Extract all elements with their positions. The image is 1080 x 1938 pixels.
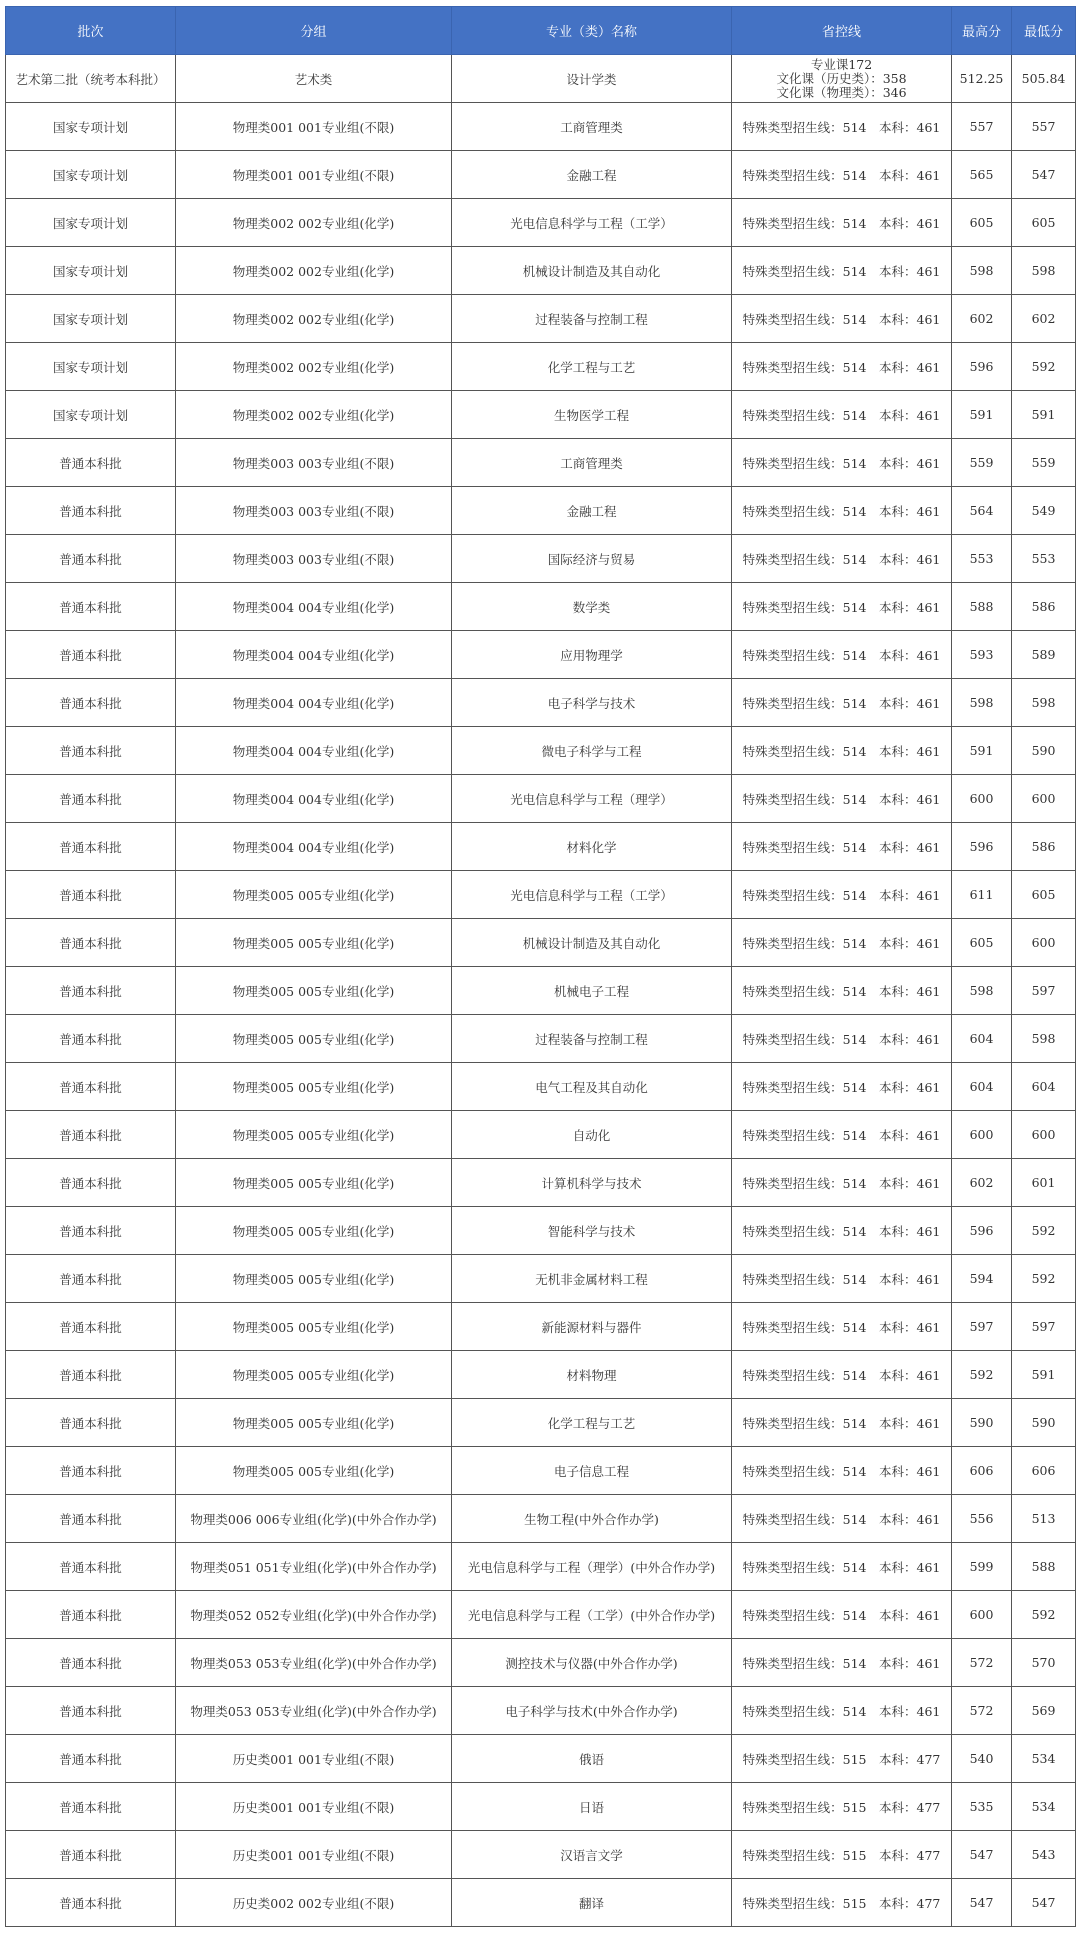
table-row	[6, 199, 1076, 247]
cell-batch: 普通本科批	[6, 1783, 176, 1831]
cell-max-score: 611	[952, 871, 1012, 919]
cell-batch: 国家专项计划	[6, 151, 176, 199]
cell-max-score: 535	[952, 1783, 1012, 1831]
table-row-art	[6, 55, 1076, 103]
table-row	[6, 1111, 1076, 1159]
cell-control-line: 特殊类型招生线：514 本科：461	[732, 1447, 952, 1495]
cell-major: 应用物理学	[452, 631, 732, 679]
cell-max-score: 605	[952, 199, 1012, 247]
cell-control-line: 特殊类型招生线：514 本科：461	[732, 1063, 952, 1111]
cell-major: 光电信息科学与工程（理学）(中外合作办学)	[452, 1543, 732, 1591]
cell-control-line: 特殊类型招生线：514 本科：461	[732, 1543, 952, 1591]
cell-major: 过程装备与控制工程	[452, 295, 732, 343]
cell-major: 电子科学与技术(中外合作办学)	[452, 1687, 732, 1735]
cell-max-score: 596	[952, 823, 1012, 871]
cell-control-line: 特殊类型招生线：514 本科：461	[732, 1255, 952, 1303]
table-row	[6, 439, 1076, 487]
cell-major: 微电子科学与工程	[452, 727, 732, 775]
cell-control-line: 特殊类型招生线：514 本科：461	[732, 1639, 952, 1687]
cell-batch: 普通本科批	[6, 1447, 176, 1495]
cell-max-score: 590	[952, 1399, 1012, 1447]
cell-control-line: 特殊类型招生线：514 本科：461	[732, 583, 952, 631]
cell-max-score: 594	[952, 1255, 1012, 1303]
table-row	[6, 1351, 1076, 1399]
cell-batch: 普通本科批	[6, 1831, 176, 1879]
cell-min-score: 600	[1012, 1111, 1076, 1159]
cell-max-score: 600	[952, 1111, 1012, 1159]
cell-max-score: 592	[952, 1351, 1012, 1399]
cell-group: 物理类005 005专业组(化学)	[176, 1207, 452, 1255]
cell-control-line: 特殊类型招生线：514 本科：461	[732, 1015, 952, 1063]
cell-control-line: 特殊类型招生线：514 本科：461	[732, 487, 952, 535]
cell-control-line: 特殊类型招生线：514 本科：461	[732, 727, 952, 775]
cell-min-score: 590	[1012, 1399, 1076, 1447]
cell-group: 物理类005 005专业组(化学)	[176, 919, 452, 967]
table-row	[6, 583, 1076, 631]
header-group: 分组	[176, 7, 452, 55]
cell-min-score: 559	[1012, 439, 1076, 487]
cell-major: 金融工程	[452, 487, 732, 535]
cell-control-line: 特殊类型招生线：514 本科：461	[732, 535, 952, 583]
cell-batch: 普通本科批	[6, 1063, 176, 1111]
cell-batch: 普通本科批	[6, 727, 176, 775]
cell-group: 物理类053 053专业组(化学)(中外合作办学)	[176, 1687, 452, 1735]
header-max-score: 最高分	[952, 7, 1012, 55]
cell-major: 设计学类	[452, 55, 732, 103]
control-line-culture-physics: 文化课（物理类）：346	[776, 84, 907, 100]
cell-major: 计算机科学与技术	[452, 1159, 732, 1207]
table-row	[6, 1063, 1076, 1111]
cell-min-score: 590	[1012, 727, 1076, 775]
cell-major: 化学工程与工艺	[452, 1399, 732, 1447]
cell-min-score: 586	[1012, 583, 1076, 631]
cell-group: 物理类004 004专业组(化学)	[176, 775, 452, 823]
header-batch: 批次	[6, 7, 176, 55]
cell-max-score: 606	[952, 1447, 1012, 1495]
cell-max-score: 593	[952, 631, 1012, 679]
cell-control-line: 特殊类型招生线：514 本科：461	[732, 775, 952, 823]
table-row	[6, 919, 1076, 967]
table-row	[6, 1687, 1076, 1735]
cell-max-score: 598	[952, 967, 1012, 1015]
cell-max-score: 598	[952, 679, 1012, 727]
cell-major: 光电信息科学与工程（工学）(中外合作办学)	[452, 1591, 732, 1639]
cell-major: 化学工程与工艺	[452, 343, 732, 391]
cell-min-score: 513	[1012, 1495, 1076, 1543]
cell-batch: 普通本科批	[6, 1351, 176, 1399]
cell-min-score: 597	[1012, 967, 1076, 1015]
cell-batch: 普通本科批	[6, 775, 176, 823]
cell-control-line: 特殊类型招生线：514 本科：461	[732, 1207, 952, 1255]
cell-max-score: 602	[952, 1159, 1012, 1207]
cell-min-score: 557	[1012, 103, 1076, 151]
cell-min-score: 601	[1012, 1159, 1076, 1207]
cell-group: 物理类002 002专业组(化学)	[176, 391, 452, 439]
cell-min-score: 592	[1012, 1591, 1076, 1639]
cell-max-score: 591	[952, 727, 1012, 775]
cell-group: 物理类001 001专业组(不限)	[176, 151, 452, 199]
cell-batch: 普通本科批	[6, 1399, 176, 1447]
cell-major: 翻译	[452, 1879, 732, 1927]
cell-min-score: 586	[1012, 823, 1076, 871]
cell-max-score: 556	[952, 1495, 1012, 1543]
cell-max-score: 564	[952, 487, 1012, 535]
cell-max-score: 557	[952, 103, 1012, 151]
cell-group: 物理类004 004专业组(化学)	[176, 631, 452, 679]
cell-control-line: 特殊类型招生线：515 本科：477	[732, 1735, 952, 1783]
score-table-container	[5, 6, 1076, 1927]
cell-min-score: 598	[1012, 1015, 1076, 1063]
cell-max-score: 604	[952, 1063, 1012, 1111]
cell-max-score: 596	[952, 1207, 1012, 1255]
table-row	[6, 631, 1076, 679]
table-row	[6, 151, 1076, 199]
table-row	[6, 967, 1076, 1015]
cell-batch: 国家专项计划	[6, 343, 176, 391]
cell-control-line	[732, 55, 952, 103]
cell-batch: 普通本科批	[6, 1879, 176, 1927]
cell-control-line: 特殊类型招生线：514 本科：461	[732, 1111, 952, 1159]
cell-batch: 普通本科批	[6, 1255, 176, 1303]
cell-control-line: 特殊类型招生线：514 本科：461	[732, 295, 952, 343]
cell-batch: 普通本科批	[6, 1495, 176, 1543]
cell-group: 物理类005 005专业组(化学)	[176, 1303, 452, 1351]
cell-control-line: 特殊类型招生线：514 本科：461	[732, 1591, 952, 1639]
control-line-major-course: 专业课172	[810, 56, 873, 72]
table-row	[6, 343, 1076, 391]
cell-control-line: 特殊类型招生线：514 本科：461	[732, 823, 952, 871]
cell-group: 物理类005 005专业组(化学)	[176, 1015, 452, 1063]
cell-group: 物理类003 003专业组(不限)	[176, 487, 452, 535]
cell-max-score: 602	[952, 295, 1012, 343]
table-row	[6, 871, 1076, 919]
cell-min-score: 605	[1012, 199, 1076, 247]
cell-major: 工商管理类	[452, 439, 732, 487]
cell-min-score: 543	[1012, 1831, 1076, 1879]
cell-group: 物理类003 003专业组(不限)	[176, 439, 452, 487]
cell-major: 测控技术与仪器(中外合作办学)	[452, 1639, 732, 1687]
cell-group: 历史类001 001专业组(不限)	[176, 1831, 452, 1879]
table-row	[6, 295, 1076, 343]
cell-major: 过程装备与控制工程	[452, 1015, 732, 1063]
cell-control-line: 特殊类型招生线：514 本科：461	[732, 919, 952, 967]
cell-group: 物理类006 006专业组(化学)(中外合作办学)	[176, 1495, 452, 1543]
cell-batch: 普通本科批	[6, 535, 176, 583]
cell-batch: 普通本科批	[6, 1303, 176, 1351]
cell-group: 历史类001 001专业组(不限)	[176, 1735, 452, 1783]
cell-min-score: 598	[1012, 247, 1076, 295]
table-row	[6, 1831, 1076, 1879]
header-min-score: 最低分	[1012, 7, 1076, 55]
cell-batch: 普通本科批	[6, 823, 176, 871]
cell-control-line: 特殊类型招生线：514 本科：461	[732, 391, 952, 439]
cell-min-score: 591	[1012, 1351, 1076, 1399]
cell-group: 物理类004 004专业组(化学)	[176, 679, 452, 727]
cell-max-score: 604	[952, 1015, 1012, 1063]
cell-group: 物理类051 051专业组(化学)(中外合作办学)	[176, 1543, 452, 1591]
cell-control-line: 特殊类型招生线：514 本科：461	[732, 151, 952, 199]
cell-min-score: 598	[1012, 679, 1076, 727]
cell-control-line: 特殊类型招生线：515 本科：477	[732, 1783, 952, 1831]
cell-min-score: 569	[1012, 1687, 1076, 1735]
table-row	[6, 1639, 1076, 1687]
table-row	[6, 775, 1076, 823]
cell-min-score: 534	[1012, 1783, 1076, 1831]
table-row	[6, 1303, 1076, 1351]
cell-max-score: 553	[952, 535, 1012, 583]
cell-control-line: 特殊类型招生线：514 本科：461	[732, 631, 952, 679]
cell-min-score: 605	[1012, 871, 1076, 919]
cell-group: 物理类002 002专业组(化学)	[176, 199, 452, 247]
cell-major: 电子科学与技术	[452, 679, 732, 727]
cell-max-score: 547	[952, 1831, 1012, 1879]
cell-min-score: 547	[1012, 151, 1076, 199]
cell-batch: 普通本科批	[6, 1111, 176, 1159]
cell-batch: 普通本科批	[6, 1687, 176, 1735]
cell-group: 物理类004 004专业组(化学)	[176, 583, 452, 631]
cell-major: 生物医学工程	[452, 391, 732, 439]
cell-batch: 普通本科批	[6, 967, 176, 1015]
cell-major: 汉语言文学	[452, 1831, 732, 1879]
cell-group: 物理类004 004专业组(化学)	[176, 823, 452, 871]
cell-group: 历史类001 001专业组(不限)	[176, 1783, 452, 1831]
table-row	[6, 1543, 1076, 1591]
cell-major: 新能源材料与器件	[452, 1303, 732, 1351]
table-row	[6, 727, 1076, 775]
cell-min-score: 591	[1012, 391, 1076, 439]
cell-group: 物理类002 002专业组(化学)	[176, 343, 452, 391]
cell-major: 光电信息科学与工程（理学）	[452, 775, 732, 823]
cell-group: 物理类005 005专业组(化学)	[176, 1063, 452, 1111]
cell-min-score: 589	[1012, 631, 1076, 679]
cell-batch: 国家专项计划	[6, 391, 176, 439]
cell-min-score: 534	[1012, 1735, 1076, 1783]
cell-group: 物理类005 005专业组(化学)	[176, 1111, 452, 1159]
header-control-line: 省控线	[732, 7, 952, 55]
cell-control-line: 特殊类型招生线：514 本科：461	[732, 1351, 952, 1399]
cell-major: 生物工程(中外合作办学)	[452, 1495, 732, 1543]
table-row	[6, 1447, 1076, 1495]
cell-min-score: 592	[1012, 1207, 1076, 1255]
cell-batch: 普通本科批	[6, 1639, 176, 1687]
table-row	[6, 1159, 1076, 1207]
cell-batch: 普通本科批	[6, 1591, 176, 1639]
header-major: 专业（类）名称	[452, 7, 732, 55]
cell-major: 自动化	[452, 1111, 732, 1159]
cell-batch: 国家专项计划	[6, 247, 176, 295]
cell-control-line: 特殊类型招生线：514 本科：461	[732, 103, 952, 151]
cell-control-line: 特殊类型招生线：514 本科：461	[732, 1303, 952, 1351]
cell-batch: 普通本科批	[6, 487, 176, 535]
cell-min-score: 505.84	[1012, 55, 1076, 103]
cell-min-score: 547	[1012, 1879, 1076, 1927]
cell-group: 物理类004 004专业组(化学)	[176, 727, 452, 775]
cell-major: 智能科学与技术	[452, 1207, 732, 1255]
cell-batch: 艺术第二批（统考本科批）	[6, 55, 176, 103]
cell-group: 物理类005 005专业组(化学)	[176, 1399, 452, 1447]
cell-batch: 普通本科批	[6, 679, 176, 727]
cell-batch: 普通本科批	[6, 1015, 176, 1063]
cell-min-score: 600	[1012, 919, 1076, 967]
table-row	[6, 1399, 1076, 1447]
cell-max-score: 599	[952, 1543, 1012, 1591]
cell-major: 无机非金属材料工程	[452, 1255, 732, 1303]
cell-control-line: 特殊类型招生线：515 本科：477	[732, 1831, 952, 1879]
table-row	[6, 1495, 1076, 1543]
cell-control-line: 特殊类型招生线：514 本科：461	[732, 343, 952, 391]
cell-max-score: 588	[952, 583, 1012, 631]
table-row	[6, 391, 1076, 439]
table-row	[6, 1879, 1076, 1927]
cell-group: 物理类005 005专业组(化学)	[176, 1159, 452, 1207]
cell-control-line: 特殊类型招生线：515 本科：477	[732, 1879, 952, 1927]
cell-group: 物理类002 002专业组(化学)	[176, 247, 452, 295]
table-row	[6, 1255, 1076, 1303]
cell-control-line: 特殊类型招生线：514 本科：461	[732, 1687, 952, 1735]
cell-min-score: 588	[1012, 1543, 1076, 1591]
cell-major: 日语	[452, 1783, 732, 1831]
cell-group: 物理类005 005专业组(化学)	[176, 1351, 452, 1399]
cell-major: 机械设计制造及其自动化	[452, 247, 732, 295]
cell-control-line: 特殊类型招生线：514 本科：461	[732, 1399, 952, 1447]
cell-major: 电子信息工程	[452, 1447, 732, 1495]
cell-major: 材料物理	[452, 1351, 732, 1399]
cell-batch: 普通本科批	[6, 919, 176, 967]
cell-major: 光电信息科学与工程（工学）	[452, 199, 732, 247]
cell-control-line: 特殊类型招生线：514 本科：461	[732, 679, 952, 727]
cell-min-score: 600	[1012, 775, 1076, 823]
cell-max-score: 596	[952, 343, 1012, 391]
cell-max-score: 512.25	[952, 55, 1012, 103]
cell-group: 物理类002 002专业组(化学)	[176, 295, 452, 343]
cell-max-score: 591	[952, 391, 1012, 439]
table-row	[6, 1015, 1076, 1063]
cell-batch: 国家专项计划	[6, 199, 176, 247]
cell-min-score: 570	[1012, 1639, 1076, 1687]
cell-max-score: 600	[952, 775, 1012, 823]
table-row	[6, 535, 1076, 583]
cell-batch: 普通本科批	[6, 439, 176, 487]
cell-major: 机械设计制造及其自动化	[452, 919, 732, 967]
cell-min-score: 553	[1012, 535, 1076, 583]
cell-group: 物理类003 003专业组(不限)	[176, 535, 452, 583]
cell-major: 金融工程	[452, 151, 732, 199]
cell-group: 历史类002 002专业组(不限)	[176, 1879, 452, 1927]
cell-major: 国际经济与贸易	[452, 535, 732, 583]
cell-batch: 普通本科批	[6, 631, 176, 679]
cell-control-line: 特殊类型招生线：514 本科：461	[732, 247, 952, 295]
table-row	[6, 679, 1076, 727]
cell-max-score: 565	[952, 151, 1012, 199]
cell-batch: 普通本科批	[6, 583, 176, 631]
cell-group: 物理类052 052专业组(化学)(中外合作办学)	[176, 1591, 452, 1639]
cell-major: 数学类	[452, 583, 732, 631]
cell-batch: 普通本科批	[6, 1543, 176, 1591]
table-row	[6, 1783, 1076, 1831]
cell-group: 物理类005 005专业组(化学)	[176, 1255, 452, 1303]
admission-score-table	[5, 6, 1076, 1927]
cell-batch: 国家专项计划	[6, 295, 176, 343]
cell-max-score: 572	[952, 1687, 1012, 1735]
cell-control-line: 特殊类型招生线：514 本科：461	[732, 1159, 952, 1207]
table-header-row	[6, 7, 1076, 55]
cell-major: 俄语	[452, 1735, 732, 1783]
cell-group: 物理类005 005专业组(化学)	[176, 871, 452, 919]
table-row	[6, 1591, 1076, 1639]
table-row	[6, 247, 1076, 295]
cell-major: 电气工程及其自动化	[452, 1063, 732, 1111]
cell-group: 物理类005 005专业组(化学)	[176, 967, 452, 1015]
cell-max-score: 572	[952, 1639, 1012, 1687]
cell-max-score: 597	[952, 1303, 1012, 1351]
cell-min-score: 602	[1012, 295, 1076, 343]
table-row	[6, 487, 1076, 535]
cell-max-score: 600	[952, 1591, 1012, 1639]
cell-min-score: 606	[1012, 1447, 1076, 1495]
cell-major: 光电信息科学与工程（工学）	[452, 871, 732, 919]
cell-min-score: 549	[1012, 487, 1076, 535]
cell-max-score: 598	[952, 247, 1012, 295]
table-row	[6, 103, 1076, 151]
cell-control-line: 特殊类型招生线：514 本科：461	[732, 967, 952, 1015]
cell-max-score: 605	[952, 919, 1012, 967]
cell-batch: 普通本科批	[6, 1207, 176, 1255]
cell-max-score: 547	[952, 1879, 1012, 1927]
cell-min-score: 592	[1012, 1255, 1076, 1303]
cell-min-score: 604	[1012, 1063, 1076, 1111]
cell-batch: 普通本科批	[6, 871, 176, 919]
cell-group: 物理类053 053专业组(化学)(中外合作办学)	[176, 1639, 452, 1687]
cell-min-score: 592	[1012, 343, 1076, 391]
cell-batch: 国家专项计划	[6, 103, 176, 151]
table-row	[6, 1735, 1076, 1783]
cell-batch: 普通本科批	[6, 1735, 176, 1783]
cell-control-line: 特殊类型招生线：514 本科：461	[732, 871, 952, 919]
cell-group: 物理类001 001专业组(不限)	[176, 103, 452, 151]
cell-batch: 普通本科批	[6, 1159, 176, 1207]
cell-control-line: 特殊类型招生线：514 本科：461	[732, 439, 952, 487]
control-line-culture-history: 文化课（历史类）：358	[776, 70, 907, 86]
cell-major: 工商管理类	[452, 103, 732, 151]
table-row	[6, 823, 1076, 871]
table-row	[6, 1207, 1076, 1255]
cell-group: 物理类005 005专业组(化学)	[176, 1447, 452, 1495]
cell-major: 材料化学	[452, 823, 732, 871]
cell-control-line: 特殊类型招生线：514 本科：461	[732, 199, 952, 247]
cell-max-score: 559	[952, 439, 1012, 487]
cell-control-line: 特殊类型招生线：514 本科：461	[732, 1495, 952, 1543]
cell-group: 艺术类	[176, 55, 452, 103]
cell-max-score: 540	[952, 1735, 1012, 1783]
cell-major: 机械电子工程	[452, 967, 732, 1015]
cell-min-score: 597	[1012, 1303, 1076, 1351]
